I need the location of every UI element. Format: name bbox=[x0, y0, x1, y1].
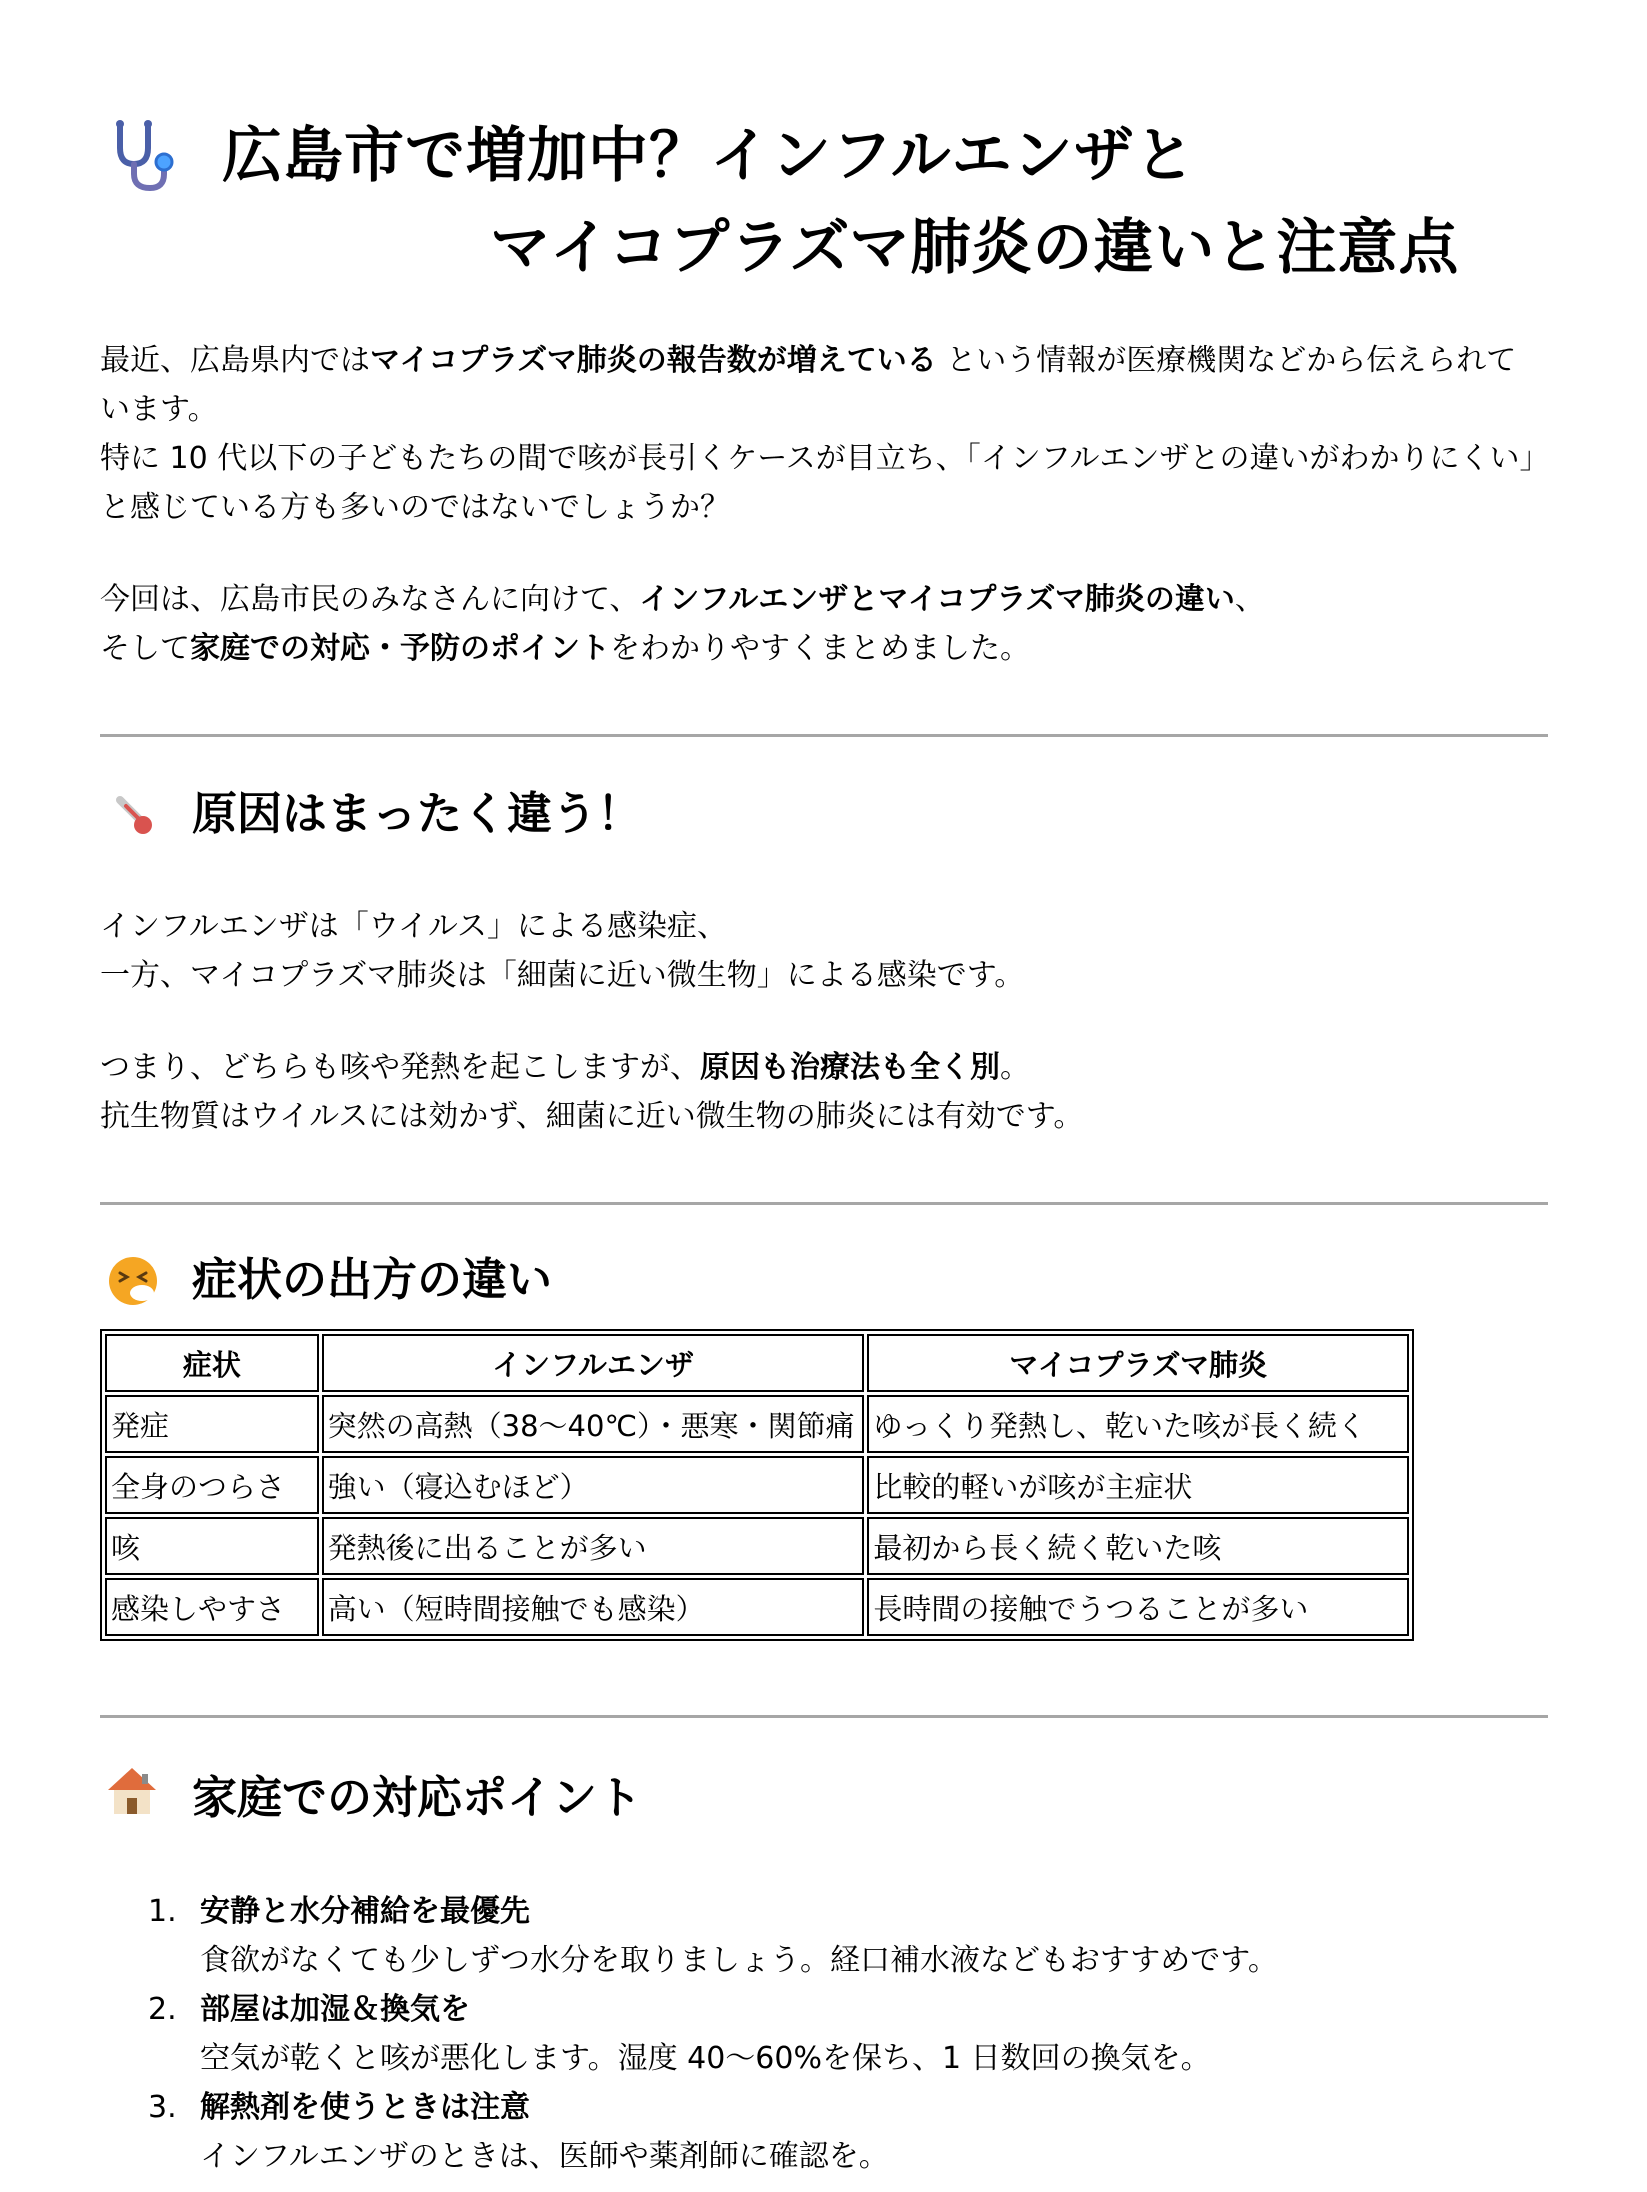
section-divider bbox=[100, 1715, 1548, 1718]
table-row bbox=[105, 1517, 1409, 1575]
table-header-cell: インフルエンザ bbox=[322, 1334, 865, 1392]
table-cell: 比較的軽いが咳が主症状 bbox=[867, 1456, 1409, 1514]
page-title-line1: 広島市で増加中？インフルエンザと bbox=[222, 121, 1196, 191]
table-cell: 突然の高熱（38〜40℃）・悪寒・関節痛 bbox=[322, 1395, 865, 1453]
section-heading-cause: 原因はまったく違う！ bbox=[192, 787, 643, 840]
table-header-cell: マイコプラズマ肺炎 bbox=[867, 1334, 1409, 1392]
table-cell: 咳 bbox=[105, 1517, 319, 1575]
list-item-body: インフルエンザのときは、医師や薬剤師に確認を。 bbox=[200, 2139, 889, 2174]
stethoscope-icon bbox=[106, 118, 182, 194]
table-cell: 全身のつらさ bbox=[105, 1456, 319, 1514]
house-icon bbox=[104, 1764, 160, 1818]
list-item-number: 2. bbox=[148, 1992, 177, 2027]
cause-paragraph-2: つまり、どちらも咳や発熱を起こしますが、原因も治療法も全く別。 抗生物質はウイルスには効かず、細菌に近い微生物の肺炎には有効です。 bbox=[100, 1050, 1084, 1134]
table-row bbox=[105, 1395, 1409, 1453]
list-item-title: 部屋は加湿＆換気を bbox=[200, 1992, 470, 2027]
intro-highlight: マイコプラズマ肺炎の報告数が増えている bbox=[370, 343, 937, 378]
table-header-row bbox=[105, 1334, 1409, 1392]
table-cell: 発症 bbox=[105, 1395, 319, 1453]
intro-paragraph: 最近、広島県内ではマイコプラズマ肺炎の報告数が増えている という情報が医療機関などから伝えられて います。 特に 10 代以下の子どもたちの間で咳が長引くケースが目立ち、「インフルエンザとの違いがわかりにくい」 と感じている方も多いのではないでしょうか？ bbox=[100, 343, 1550, 525]
table-row bbox=[105, 1578, 1409, 1636]
section-divider bbox=[100, 1202, 1548, 1205]
table-cell: 感染しやすさ bbox=[105, 1578, 319, 1636]
list-item-number: 1. bbox=[148, 1894, 177, 1929]
page-title-line2: マイコプラズマ肺炎の違いと注意点 bbox=[490, 213, 1460, 283]
section-heading-symptoms: 症状の出方の違い bbox=[192, 1253, 553, 1306]
sneezing-face-icon bbox=[106, 1254, 160, 1308]
list-item-title: 安静と水分補給を最優先 bbox=[200, 1894, 530, 1929]
section-heading-home: 家庭での対応ポイント bbox=[192, 1771, 643, 1824]
symptom-comparison-table bbox=[100, 1329, 1414, 1641]
table-cell: 最初から長く続く乾いた咳 bbox=[867, 1517, 1409, 1575]
table-cell: ゆっくり発熱し、乾いた咳が長く続く bbox=[867, 1395, 1409, 1453]
table-cell: 高い（短時間接触でも感染） bbox=[322, 1578, 865, 1636]
table-header-cell: 症状 bbox=[105, 1334, 319, 1392]
table-cell: 強い（寝込むほど） bbox=[322, 1456, 865, 1514]
intro-paragraph-2: 今回は、広島市民のみなさんに向けて、インフルエンザとマイコプラズマ肺炎の違い、 そして家庭での対応・予防のポイントをわかりやすくまとめました。 bbox=[100, 582, 1265, 666]
table-cell: 発熱後に出ることが多い bbox=[322, 1517, 865, 1575]
section-divider bbox=[100, 734, 1548, 737]
list-item-title: 解熱剤を使うときは注意 bbox=[200, 2090, 530, 2125]
table-row bbox=[105, 1456, 1409, 1514]
list-item-number: 3. bbox=[148, 2090, 177, 2125]
cause-paragraph-1: インフルエンザは「ウイルス」による感染症、 一方、マイコプラズマ肺炎は「細菌に近い微生物」による感染です。 bbox=[100, 909, 1025, 993]
table-cell: 長時間の接触でうつることが多い bbox=[867, 1578, 1409, 1636]
list-item-body: 空気が乾くと咳が悪化します。湿度 40〜60%を保ち、1 日数回の換気を。 bbox=[200, 2041, 1211, 2076]
thermometer-icon bbox=[108, 790, 158, 840]
list-item-body: 食欲がなくても少しずつ水分を取りましょう。経口補水液などもおすすめです。 bbox=[200, 1943, 1278, 1978]
